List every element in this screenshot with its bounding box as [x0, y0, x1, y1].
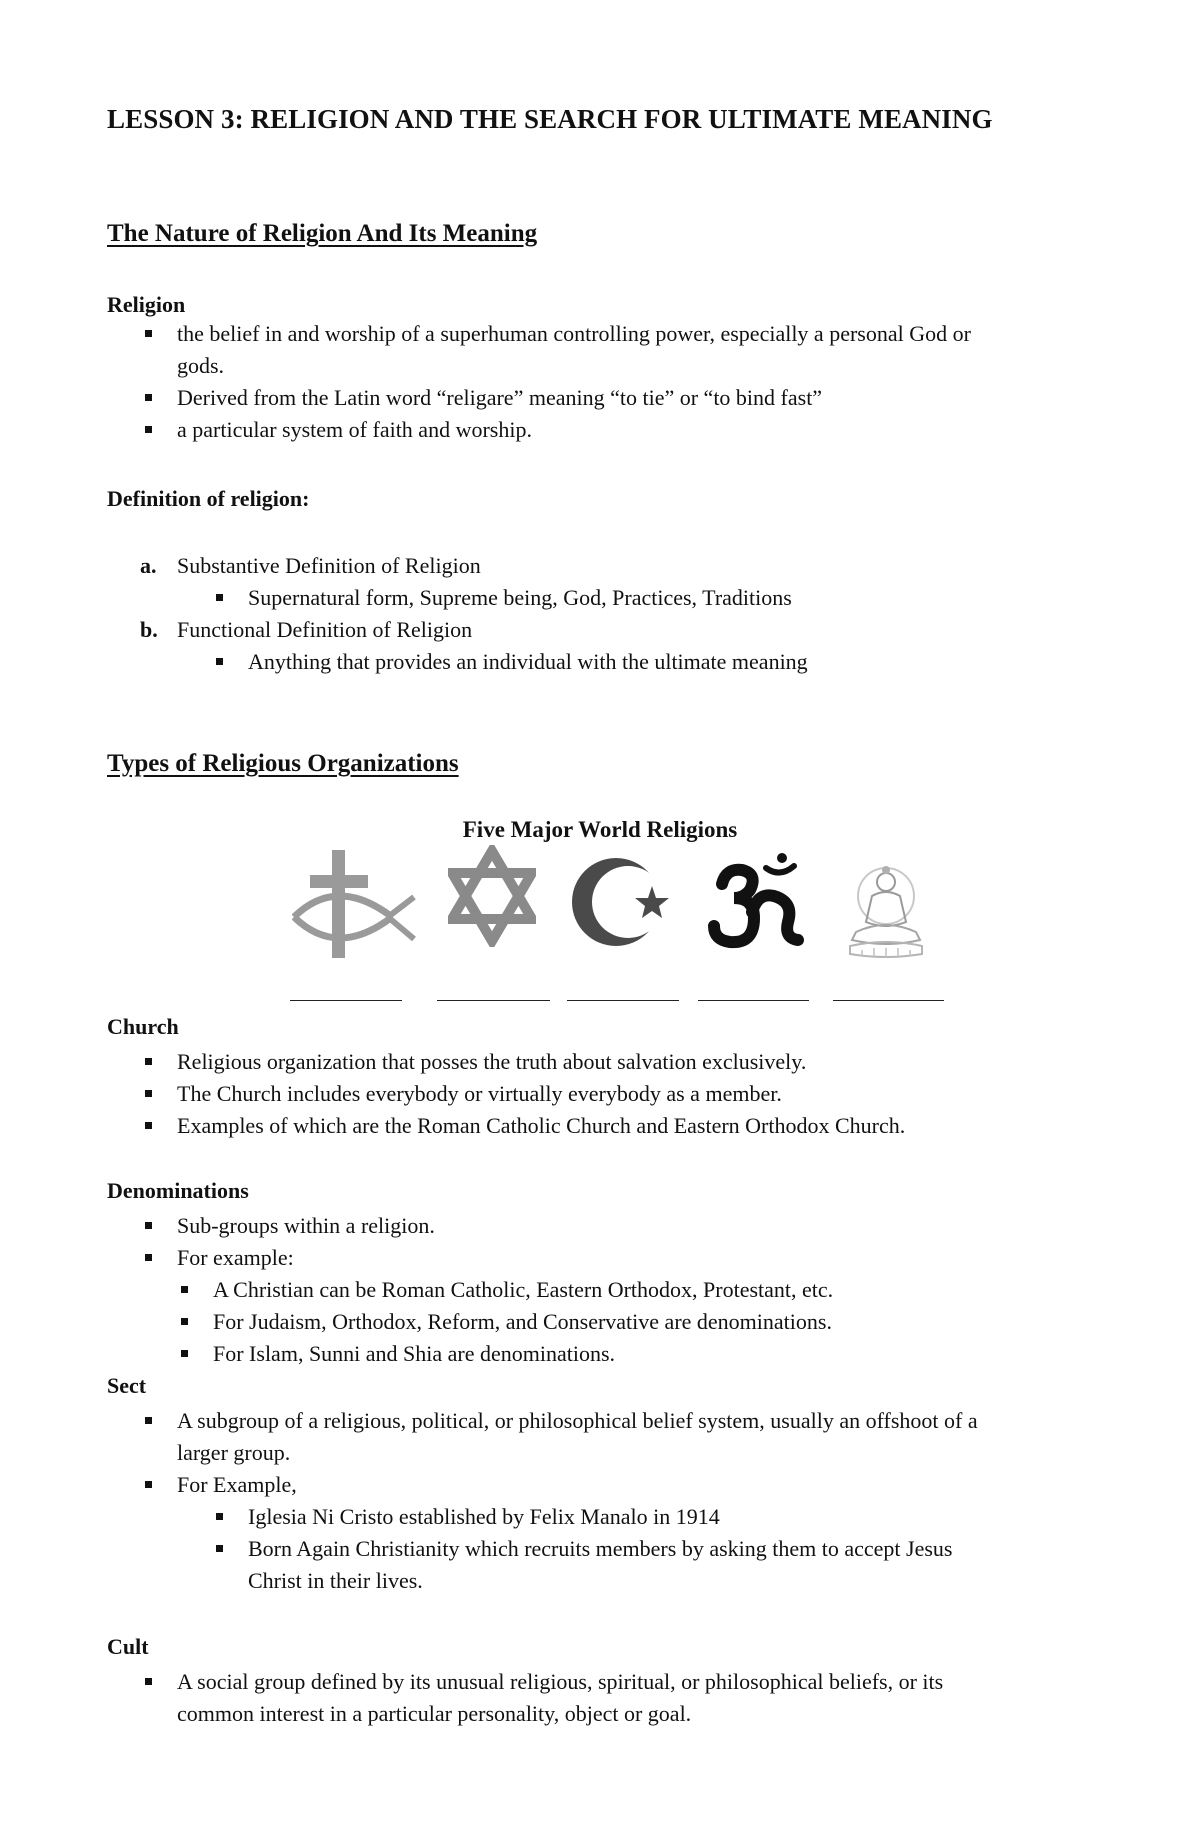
- list-item-continuation: larger group.: [177, 1440, 291, 1465]
- bullet-icon: [145, 1090, 152, 1097]
- bullet-icon: [145, 1222, 152, 1229]
- christianity-cross-fish-icon: [292, 845, 417, 963]
- denominations-heading: Denominations: [107, 1178, 249, 1203]
- list-item: Derived from the Latin word “religare” meaning “to tie” or “to bind fast”: [177, 382, 822, 414]
- list-item: Supernatural form, Supreme being, God, Practices, Traditions: [248, 582, 792, 614]
- bullet-icon: [216, 594, 223, 601]
- bullet-icon: [216, 658, 223, 665]
- list-item: A Christian can be Roman Catholic, Eastern Orthodox, Protestant, etc.: [213, 1274, 833, 1306]
- bullet-icon: [216, 1545, 223, 1552]
- crescent-star-icon: [570, 856, 674, 948]
- list-item: A social group defined by its unusual religious, spiritual, or philosophical beliefs, or its: [177, 1666, 943, 1698]
- bullet-icon: [181, 1350, 188, 1357]
- bullet-icon: [181, 1286, 188, 1293]
- bullet-icon: [145, 1254, 152, 1261]
- bullet-icon: [145, 426, 152, 433]
- bullet-icon: [145, 1678, 152, 1685]
- definition-heading: Definition of religion:: [107, 486, 310, 511]
- section-heading-types: Types of Religious Organizations: [107, 750, 459, 777]
- list-item-continuation: common interest in a particular personality, object or goal.: [177, 1701, 692, 1726]
- list-item: Sub-groups within a religion.: [177, 1210, 435, 1242]
- list-item: Iglesia Ni Cristo established by Felix Manalo in 1914: [248, 1501, 720, 1533]
- bullet-icon: [145, 1417, 152, 1424]
- list-item: Born Again Christianity which recruits members by asking them to accept Jesus: [248, 1533, 952, 1565]
- answer-blank-3[interactable]: [567, 1000, 679, 1001]
- bullet-icon: [145, 1481, 152, 1488]
- list-item: Religious organization that posses the truth about salvation exclusively.: [177, 1046, 806, 1078]
- bullet-icon: [216, 1513, 223, 1520]
- list-item: Examples of which are the Roman Catholic Church and Eastern Orthodox Church.: [177, 1110, 905, 1142]
- answer-blank-4[interactable]: [698, 1000, 809, 1001]
- answer-blank-5[interactable]: [833, 1000, 944, 1001]
- list-item: A subgroup of a religious, political, or philosophical belief system, usually an offshoot of a: [177, 1405, 978, 1437]
- list-item-continuation: Christ in their lives.: [248, 1568, 423, 1593]
- definition-item-b: b. Functional Definition of Religion: [140, 617, 473, 642]
- om-icon: [708, 852, 808, 952]
- bullet-icon: [145, 394, 152, 401]
- list-item-continuation: gods.: [177, 353, 225, 378]
- list-item: For Example,: [177, 1469, 297, 1501]
- bullet-icon: [145, 1058, 152, 1065]
- list-item: a particular system of faith and worship.: [177, 414, 532, 446]
- church-heading: Church: [107, 1014, 179, 1039]
- religion-heading: Religion: [107, 292, 186, 317]
- list-item: For example:: [177, 1242, 294, 1274]
- buddha-icon: [842, 860, 930, 960]
- list-item: Anything that provides an individual with the ultimate meaning: [248, 646, 808, 678]
- sect-heading: Sect: [107, 1373, 147, 1398]
- list-item: For Islam, Sunni and Shia are denominations.: [213, 1338, 615, 1370]
- answer-blank-1[interactable]: [290, 1000, 402, 1001]
- definition-item-a: a. Substantive Definition of Religion: [140, 553, 481, 578]
- answer-blank-2[interactable]: [437, 1000, 550, 1001]
- bullet-icon: [181, 1318, 188, 1325]
- lesson-title: LESSON 3: RELIGION AND THE SEARCH FOR ULTIMATE MEANING: [107, 104, 993, 134]
- bullet-icon: [145, 330, 152, 337]
- list-item: the belief in and worship of a superhuman controlling power, especially a personal God or: [177, 318, 971, 350]
- list-item: For Judaism, Orthodox, Reform, and Conservative are denominations.: [213, 1306, 832, 1338]
- figure-caption: Five Major World Religions: [462, 817, 738, 842]
- bullet-icon: [145, 1122, 152, 1129]
- star-of-david-icon: [448, 845, 536, 947]
- cult-heading: Cult: [107, 1634, 149, 1659]
- list-item: The Church includes everybody or virtually everybody as a member.: [177, 1078, 782, 1110]
- section-heading-nature: The Nature of Religion And Its Meaning: [107, 220, 538, 247]
